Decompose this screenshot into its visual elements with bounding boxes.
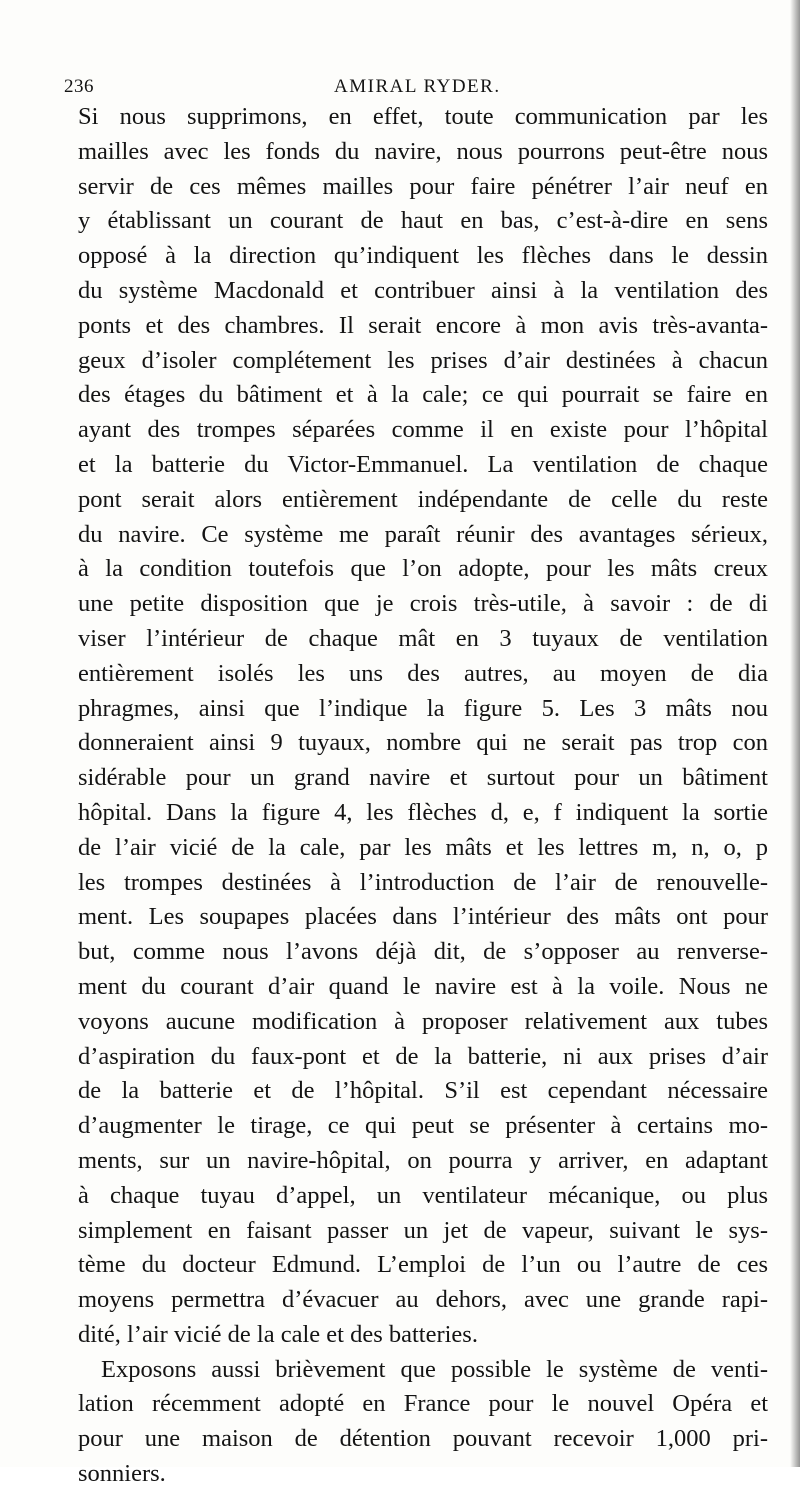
text-line: et la batterie du Victor-Emmanuel. La ventilation de chaque: [78, 450, 768, 478]
page-number: 236: [64, 76, 94, 97]
text-line: but, comme nous l’avons déjà dit, de s’opposer au renverse-: [78, 938, 768, 966]
paragraph-end-line: sonniers.: [78, 1460, 166, 1488]
text-line: entièrement isolés les uns des autres, au moyen de dia: [78, 659, 768, 687]
text-line: pour une maison de détention pouvant recevoir 1,000 pri-: [78, 1425, 768, 1453]
text-line: d’aspiration du faux-pont et de la batterie, ni aux prises d’air: [78, 1042, 768, 1070]
text-line: des étages du bâtiment et à la cale; ce qui pourrait se faire en: [78, 381, 768, 409]
text-line: pont serait alors entièrement indépendante de celle du reste: [78, 485, 768, 513]
text-line: moyens permettra d’évacuer au dehors, avec une grande rapi-: [78, 1286, 768, 1314]
running-header: [64, 76, 764, 98]
text-line: de l’air vicié de la cale, par les mâts et les lettres m, n, o, p: [78, 833, 768, 861]
running-title: AMIRAL RYDER.: [334, 76, 501, 97]
text-line: donneraient ainsi 9 tuyaux, nombre qui ne serait pas trop con: [78, 729, 768, 757]
text-line: ment. Les soupapes placées dans l’intérieur des mâts ont pour: [78, 903, 768, 931]
text-line: tème du docteur Edmund. L’emploi de l’un ou l’autre de ces: [78, 1251, 768, 1279]
text-line: opposé à la direction qu’indiquent les flèches dans le dessin: [78, 242, 768, 270]
text-line: une petite disposition que je crois très-utile, à savoir : de di: [78, 590, 768, 618]
text-line: lation récemment adopté en France pour le nouvel Opéra et: [78, 1390, 768, 1418]
paragraph-end-line: dité, l’air vicié de la cale et des batteries.: [78, 1320, 478, 1348]
text-line: Si nous supprimons, en effet, toute communication par les: [78, 103, 768, 130]
text-line: geux d’isoler complétement les prises d’air destinées à chacun: [78, 346, 768, 374]
text-line: mailles avec les fonds du navire, nous pourrons peut-être nous: [78, 137, 768, 165]
text-line: hôpital. Dans la figure 4, les flèches d, e, f indiquent la sortie: [78, 798, 768, 826]
text-line: d’augmenter le tirage, ce qui peut se présenter à certains mo-: [78, 1112, 768, 1140]
text-line: du système Macdonald et contribuer ainsi à la ventilation des: [78, 276, 768, 304]
text-line: à la condition toutefois que l’on adopte, pour les mâts creux: [78, 555, 768, 583]
text-line: ments, sur un navire-hôpital, on pourra y arriver, en adaptant: [78, 1146, 768, 1174]
text-line: ment du courant d’air quand le navire est à la voile. Nous ne: [78, 972, 768, 1000]
paragraph-start-line: Exposons aussi brièvement que possible le système de venti-: [101, 1355, 768, 1383]
text-line: y établissant un courant de haut en bas, c’est-à-dire en sens: [78, 207, 768, 235]
text-line: viser l’intérieur de chaque mât en 3 tuyaux de ventilation: [78, 624, 768, 652]
text-line: de la batterie et de l’hôpital. S’il est cependant nécessaire: [78, 1077, 768, 1105]
text-line: simplement en faisant passer un jet de vapeur, suivant le sys-: [78, 1216, 768, 1244]
text-line: du navire. Ce système me paraît réunir des avantages sérieux,: [78, 520, 768, 548]
body-text: [78, 100, 768, 1492]
text-line: ponts et des chambres. Il serait encore à mon avis très-avanta-: [78, 311, 768, 339]
text-line: servir de ces mêmes mailles pour faire pénétrer l’air neuf en: [78, 172, 768, 200]
text-line: à chaque tuyau d’appel, un ventilateur mécanique, ou plus: [78, 1181, 768, 1209]
text-line: voyons aucune modification à proposer relativement aux tubes: [78, 1007, 768, 1035]
page-edge-shadow: [790, 0, 800, 1467]
text-line: ayant des trompes séparées comme il en existe pour l’hôpital: [78, 416, 768, 444]
text-line: phragmes, ainsi que l’indique la figure 5. Les 3 mâts nou: [78, 694, 768, 722]
text-line: sidérable pour un grand navire et surtout pour un bâtiment: [78, 764, 768, 792]
text-line: les trompes destinées à l’introduction de l’air de renouvelle-: [78, 868, 768, 896]
